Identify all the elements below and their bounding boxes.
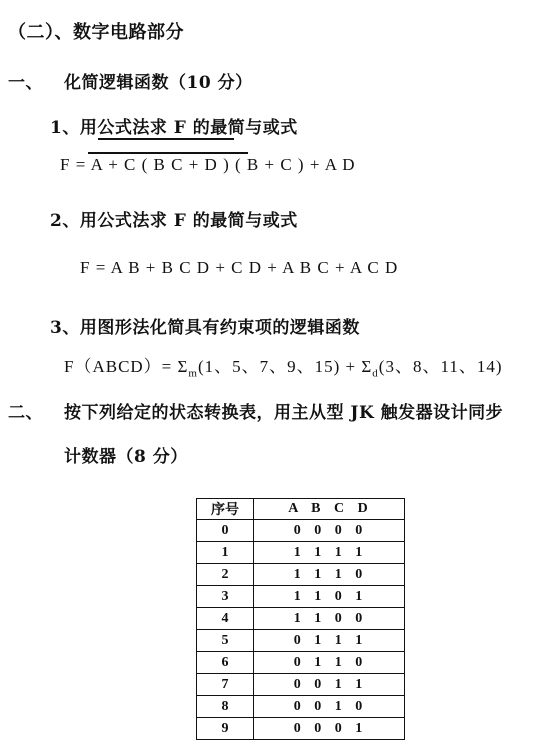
q1-1-label bbox=[50, 113, 298, 138]
table-row bbox=[197, 608, 405, 630]
q1-3-m-sub: m bbox=[188, 367, 198, 380]
table-row bbox=[197, 718, 405, 740]
q1-1-equation: F = A + C ( B C + D ) ( B + C ) + A D bbox=[60, 155, 356, 174]
q1-3-d-list: (3、8、11、14) bbox=[378, 357, 503, 376]
q1-1-overbar bbox=[88, 152, 248, 154]
table-row bbox=[197, 520, 405, 542]
row-bits: 1 1 0 0 bbox=[254, 608, 405, 630]
header-abcd: A B C D bbox=[254, 499, 405, 520]
table-row bbox=[197, 696, 405, 718]
question-2-line1: 按下列给定的状态转换表，用主从型 JK 触发器设计同步 bbox=[64, 403, 504, 423]
q1-1-label-text: 1、用公式法求 F 的最简与或式 bbox=[50, 118, 298, 138]
q1-1-underline bbox=[98, 138, 234, 140]
row-bits: 0 0 0 1 bbox=[254, 718, 405, 740]
q1-3-prefix: F（ABCD）= Σ bbox=[64, 357, 189, 376]
row-seq: 8 bbox=[197, 696, 254, 718]
question-2-line2: 计数器（8 分） bbox=[64, 447, 188, 467]
table-row bbox=[197, 564, 405, 586]
row-seq: 4 bbox=[197, 608, 254, 630]
row-bits: 0 1 1 0 bbox=[254, 652, 405, 674]
table-row bbox=[197, 586, 405, 608]
table-row bbox=[197, 630, 405, 652]
row-seq: 9 bbox=[197, 718, 254, 740]
row-bits: 0 0 1 0 bbox=[254, 696, 405, 718]
table-row bbox=[197, 652, 405, 674]
state-transition-table bbox=[196, 498, 405, 740]
row-bits: 0 1 1 1 bbox=[254, 630, 405, 652]
row-seq: 5 bbox=[197, 630, 254, 652]
header-seq: 序号 bbox=[197, 499, 254, 520]
row-seq: 1 bbox=[197, 542, 254, 564]
table-row bbox=[197, 542, 405, 564]
row-bits: 1 1 0 1 bbox=[254, 586, 405, 608]
row-bits: 0 0 0 0 bbox=[254, 520, 405, 542]
q1-3-m-list: (1、5、7、9、15) + Σ bbox=[197, 357, 373, 376]
row-bits: 1 1 1 0 bbox=[254, 564, 405, 586]
section-title: （二）、数字电路部分 bbox=[8, 22, 184, 43]
q1-2-label: 2、用公式法求 F 的最简与或式 bbox=[50, 211, 298, 231]
question-2-number: 二、 bbox=[8, 403, 43, 423]
q1-3-d-sub: d bbox=[372, 367, 379, 380]
row-seq: 6 bbox=[197, 652, 254, 674]
table-header-row bbox=[197, 499, 405, 520]
q1-3-label: 3、用图形法化简具有约束项的逻辑函数 bbox=[50, 318, 360, 338]
question-1-title: 化简逻辑函数（10 分） bbox=[64, 73, 253, 93]
table-row bbox=[197, 674, 405, 696]
q1-3-equation bbox=[64, 352, 503, 379]
q1-2-equation: F = A B + B C D + C D + A B C + A C D bbox=[80, 258, 399, 277]
question-1-number: 一、 bbox=[8, 73, 43, 93]
row-bits: 0 0 1 1 bbox=[254, 674, 405, 696]
row-bits: 1 1 1 1 bbox=[254, 542, 405, 564]
row-seq: 7 bbox=[197, 674, 254, 696]
row-seq: 2 bbox=[197, 564, 254, 586]
row-seq: 0 bbox=[197, 520, 254, 542]
row-seq: 3 bbox=[197, 586, 254, 608]
